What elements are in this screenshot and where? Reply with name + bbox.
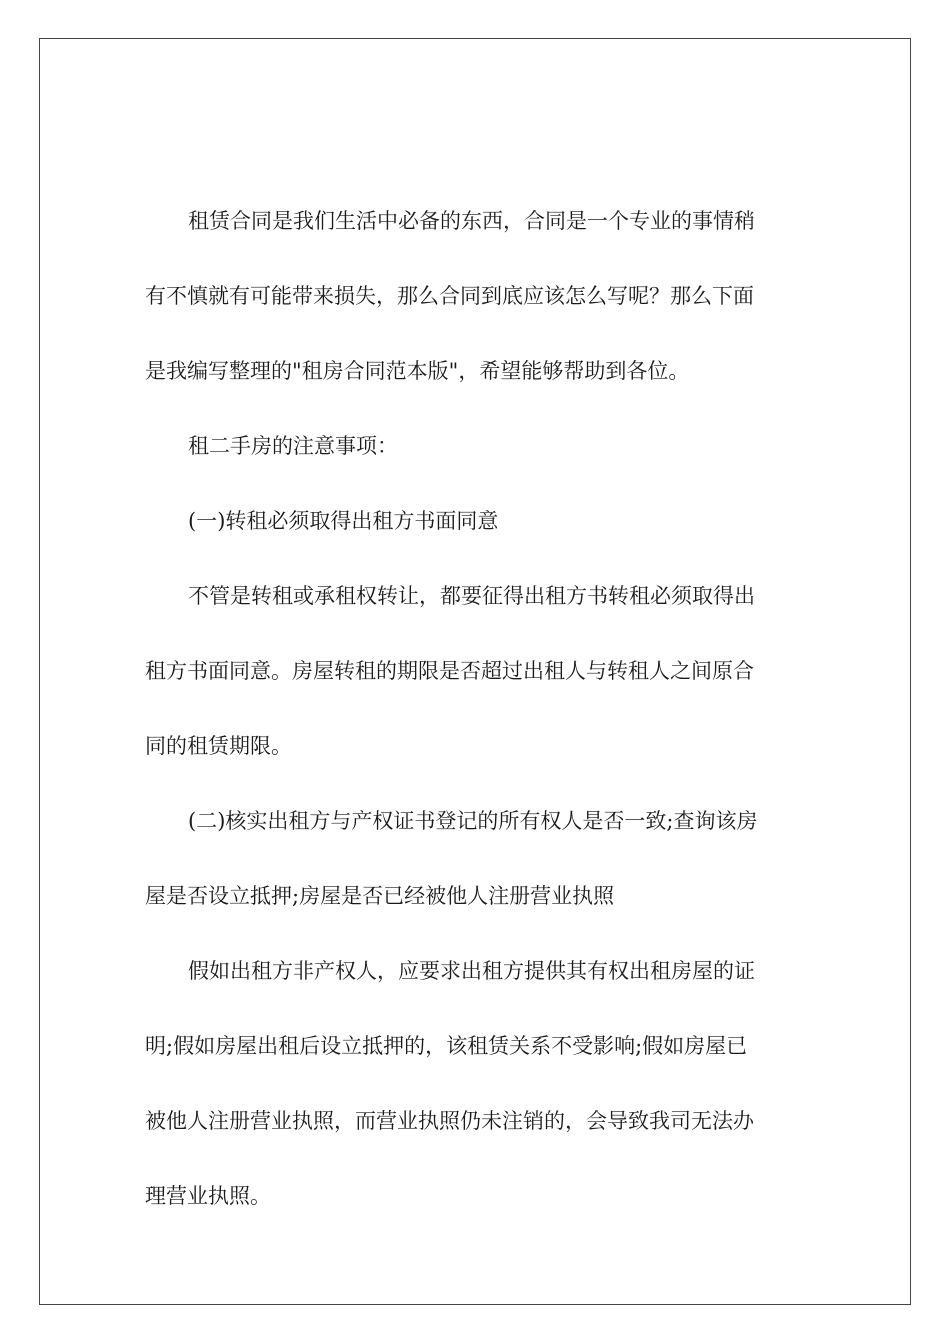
text-line: 明;假如房屋出租后设立抵押的，该租赁关系不受影响;假如房屋已 [145, 1034, 748, 1058]
paragraph-item-1 [145, 503, 805, 541]
text-line: 不管是转租或承租权转让，都要征得出租方书转租必须取得出 [188, 584, 755, 608]
text-line: (二)核实出租方与产权证书登记的所有权人是否一致;查询该房 [188, 809, 758, 833]
text-line: 屋是否设立抵押;房屋是否已经被他人注册营业执照 [145, 884, 615, 908]
text-line: 同的租赁期限。 [145, 734, 292, 758]
text-line: 被他人注册营业执照，而营业执照仍未注销的，会导致我司无法办 [145, 1109, 754, 1133]
section-heading: 租二手房的注意事项： [188, 434, 398, 458]
paragraph-item-1-body [145, 578, 805, 766]
text-line: 假如出租方非产权人，应要求出租方提供其有权出租房屋的证 [188, 959, 755, 983]
document-body [145, 203, 805, 1216]
paragraph-item-2-body [145, 953, 805, 1216]
paragraph-heading [145, 428, 805, 466]
text-line: 租方书面同意。房屋转租的期限是否超过出租人与转租人之间原合 [145, 659, 754, 683]
paragraph-intro [145, 203, 805, 391]
text-line: 有不慎就有可能带来损失，那么合同到底应该怎么写呢？那么下面 [145, 284, 754, 308]
text-line: 理营业执照。 [145, 1184, 271, 1208]
text-line: 租赁合同是我们生活中必备的东西，合同是一个专业的事情稍 [188, 209, 755, 233]
item-heading: (一)转租必须取得出租方书面同意 [188, 509, 499, 533]
paragraph-item-2 [145, 803, 805, 916]
text-line: 是我编写整理的"租房合同范本版"，希望能够帮助到各位。 [145, 359, 690, 383]
